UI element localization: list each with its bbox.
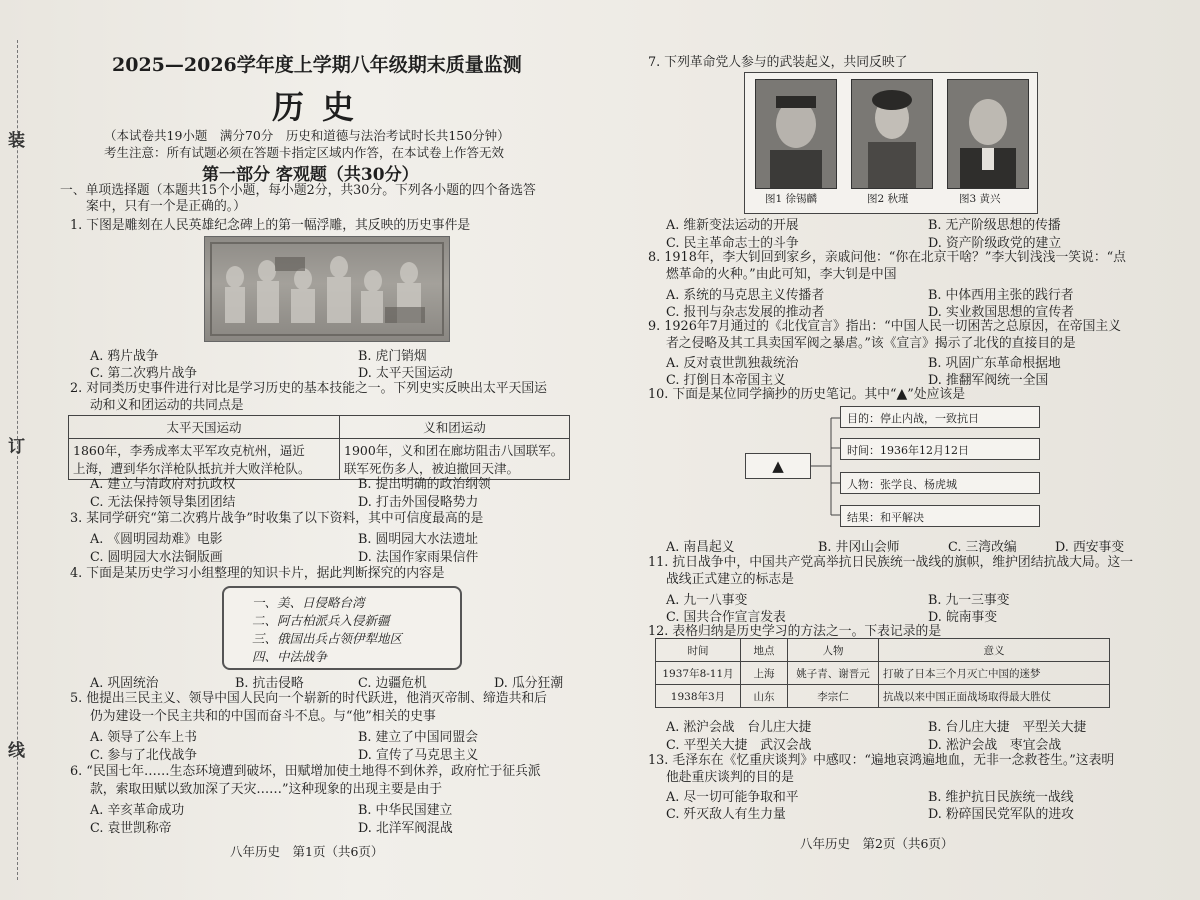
photo-caption: 图1 徐锡麟 (765, 193, 818, 205)
part-title: 第一部分 客观题（共30分） (202, 165, 419, 185)
option-a: A. 《圆明园劫难》电影 (90, 532, 223, 547)
question-3-stem: 3. 某同学研究“第二次鸦片战争”时收集了以下资料，其中可信度最高的是 (70, 511, 484, 526)
question-13-stem: 13. 毛泽东在《忆重庆谈判》中感叹：“遍地哀鸿遍地血，无非一念救苍生。”这表明 (648, 753, 1115, 768)
option-b: B. 中华民国建立 (358, 803, 453, 818)
option-d: D. 打击外国侵略势力 (358, 495, 479, 510)
option-a: A. 系统的马克思主义传播者 (666, 288, 825, 303)
table-cell: 上海 (741, 662, 788, 685)
exam-notice: 考生注意：所有试题必须在答题卡指定区域内作答，在本试卷上作答无效 (104, 145, 505, 160)
option-c: C. 报刊与杂志发展的推动者 (666, 305, 825, 320)
section-instruction: 一、单项选择题（本题共15个小题，每小题2分，共30分。下列各小题的四个备选答 (60, 183, 536, 198)
table-cell: 抗战以来中国正面战场取得最大胜仗 (879, 685, 1110, 708)
portrait-photo (851, 79, 933, 189)
exam-note: （本试卷共19小题 满分70分 历史和道德与法治考试时长共150分钟） (104, 128, 510, 143)
option-d: D. 推翻军阀统一全国 (928, 373, 1049, 388)
section-instruction: 案中，只有一个是正确的。） (86, 199, 246, 214)
option-a: A. 辛亥革命成功 (90, 803, 185, 818)
option-b: B. 虎门销烟 (358, 349, 427, 364)
binding-mark: 订 (8, 437, 25, 457)
option-b: B. 井冈山会师 (818, 540, 900, 555)
portrait-panel (744, 72, 1038, 214)
question-2-stem: 2. 对同类历史事件进行对比是学习历史的基本技能之一。下列史实反映出太平天国运 (70, 381, 547, 396)
option-d: D. 法国作家雨果信件 (358, 550, 479, 565)
option-b: B. 维护抗日民族统一战线 (928, 790, 1074, 805)
photo-caption: 图2 秋瑾 (867, 193, 909, 205)
option-b: B. 巩固广东革命根据地 (928, 356, 1061, 371)
note-box: 目的：停止内战，一致抗日 (840, 406, 1040, 428)
option-d: D. 皖南事变 (928, 610, 998, 625)
option-c: C. 参与了北伐战争 (90, 748, 198, 763)
exam-title: 2025—2026学年度上学期八年级期末质量监测 (112, 54, 522, 76)
option-a: A. 九一八事变 (666, 593, 748, 608)
question-5-stem: 仍为建设一个民主共和的中国而奋斗不息。与“他”相关的史事 (90, 709, 436, 724)
option-a: A. 南昌起义 (666, 540, 735, 555)
question-7-stem: 7. 下列革命党人参与的武装起义，共同反映了 (648, 55, 908, 70)
option-d: D. 实业救国思想的宣传者 (928, 305, 1074, 320)
option-c: C. 圆明园大水法铜版画 (90, 550, 223, 565)
table-header: 人物 (788, 639, 879, 662)
table-header: 太平天国运动 (69, 416, 340, 439)
card-line: 一、美、日侵略台湾 (252, 595, 365, 610)
note-box: 人物：张学良、杨虎城 (840, 472, 1040, 494)
binding-mark: 线 (8, 741, 25, 761)
question-13-stem: 他赴重庆谈判的目的是 (666, 770, 794, 785)
option-a: A. 建立与清政府对抗政权 (90, 477, 236, 492)
note-box: 时间：1936年12月12日 (840, 438, 1040, 460)
option-b: B. 圆明园大水法遗址 (358, 532, 478, 547)
question-8-stem: 8. 1918年，李大钊回到家乡，亲戚问他：“你在北京干啥？”李大钊浅浅一笑说：“点 (648, 250, 1126, 265)
option-c: C. 无法保持领导集团团结 (90, 495, 236, 510)
option-a: A. 巩固统治 (90, 676, 159, 691)
table-header: 义和团运动 (340, 416, 570, 439)
page-footer: 八年历史 第1页（共6页） (230, 844, 384, 859)
card-line: 二、阿古柏派兵入侵新疆 (252, 613, 390, 628)
option-c: C. 三湾改编 (948, 540, 1017, 555)
option-a: A. 领导了公车上书 (90, 730, 197, 745)
option-d: D. 太平天国运动 (358, 366, 453, 381)
question-6-stem: 6. “民国七年……生态环境遭到破坏，田赋增加使土地得不到休养，政府忙于征兵派 (70, 764, 541, 779)
question-4-stem: 4. 下面是某历史学习小组整理的知识卡片，据此判断探究的内容是 (70, 566, 445, 581)
option-c: C. 平型关大捷 武汉会战 (666, 738, 812, 753)
table-cell: 姚子青、谢晋元 (788, 662, 879, 685)
option-c: C. 袁世凯称帝 (90, 821, 172, 836)
option-a: A. 维新变法运动的开展 (666, 218, 799, 233)
question-6-stem: 款，索取田赋以致加深了天灾……”这种现象的出现主要是由于 (90, 782, 443, 797)
option-a: A. 淞沪会战 台儿庄大捷 (666, 720, 812, 735)
card-line: 三、俄国出兵占领伊犁地区 (252, 631, 403, 646)
question-11-stem: 11. 抗日战争中，中国共产党高举抗日民族统一战线的旗帜，维护团结抗战大局。这一 (648, 555, 1134, 570)
option-c: C. 国共合作宣言发表 (666, 610, 786, 625)
option-a: A. 反对袁世凯独裁统治 (666, 356, 799, 371)
triangle-icon: ▲ (772, 457, 784, 475)
portrait-photo (755, 79, 837, 189)
option-c: C. 歼灭敌人有生力量 (666, 807, 786, 822)
option-b: B. 抗击侵略 (235, 676, 304, 691)
table-cell: 1900年，义和团在廊坊阻击八国联军。 联军死伤多人，被迫撤回天津。 (340, 439, 570, 480)
question-8-stem: 燃革命的火种。”由此可知，李大钊是中国 (666, 267, 897, 282)
table-cell: 山东 (741, 685, 788, 708)
option-b: B. 中体西用主张的践行者 (928, 288, 1074, 303)
table-cell: 1937年8-11月 (656, 662, 741, 685)
option-d: D. 西安事变 (1055, 540, 1125, 555)
connector-lines (811, 410, 843, 522)
option-b: B. 建立了中国同盟会 (358, 730, 478, 745)
page-footer: 八年历史 第2页（共6页） (800, 836, 954, 851)
option-a: A. 鸦片战争 (90, 349, 159, 364)
binding-mark: 装 (8, 131, 25, 151)
table-cell: 打破了日本三个月灭亡中国的迷梦 (879, 662, 1110, 685)
subject-title: 历史 (272, 88, 373, 126)
table-header: 意义 (879, 639, 1110, 662)
relief-image (204, 236, 450, 342)
triangle-box (745, 453, 811, 479)
card-line: 四、中法战争 (252, 649, 328, 664)
question-1-stem: 1. 下图是雕刻在人民英雄纪念碑上的第一幅浮雕，其反映的历史事件是 (70, 218, 471, 233)
option-b: B. 提出明确的政治纲领 (358, 477, 491, 492)
portrait-photo (947, 79, 1029, 189)
question-10-stem: 10. 下面是某位同学摘抄的历史笔记。其中“▲”处应该是 (648, 386, 966, 402)
table-cell: 李宗仁 (788, 685, 879, 708)
question-5-stem: 5. 他提出三民主义、领导中国人民向一个崭新的时代跃进，他消灭帝制、缔造共和后 (70, 691, 547, 706)
option-d: D. 淞沪会战 枣宜会战 (928, 738, 1062, 753)
table-cell: 1938年3月 (656, 685, 741, 708)
note-box: 结果：和平解决 (840, 505, 1040, 527)
option-d: D. 北洋军阀混战 (358, 821, 453, 836)
battle-table (655, 638, 1110, 708)
comparison-table (68, 415, 570, 480)
table-header: 地点 (741, 639, 788, 662)
option-d: D. 资产阶级政党的建立 (928, 236, 1062, 251)
option-c: C. 打倒日本帝国主义 (666, 373, 786, 388)
question-12-stem: 12. 表格归纳是历史学习的方法之一。下表记录的是 (648, 624, 942, 639)
option-d: D. 宣传了马克思主义 (358, 748, 479, 763)
question-2-stem: 动和义和团运动的共同点是 (90, 398, 244, 413)
option-b: B. 台儿庄大捷 平型关大捷 (928, 720, 1087, 735)
question-11-stem: 战线正式建立的标志是 (666, 572, 794, 587)
table-cell: 1860年，李秀成率太平军攻克杭州，逼近 上海，遭到华尔洋枪队抵抗并大败洋枪队。 (69, 439, 340, 480)
option-c: C. 第二次鸦片战争 (90, 366, 198, 381)
question-9-stem: 者之侵略及其工具卖国军阀之暴虐。”该《宣言》揭示了北伐的直接目的是 (666, 336, 1076, 351)
option-b: B. 无产阶级思想的传播 (928, 218, 1061, 233)
table-header: 时间 (656, 639, 741, 662)
photo-caption: 图3 黄兴 (959, 193, 1001, 205)
option-d: D. 粉碎国民党军队的进攻 (928, 807, 1074, 822)
option-d: D. 瓜分狂潮 (494, 676, 564, 691)
option-a: A. 尽一切可能争取和平 (666, 790, 799, 805)
knowledge-card (222, 586, 462, 670)
option-c: C. 边疆危机 (358, 676, 427, 691)
option-b: B. 九一三事变 (928, 593, 1010, 608)
triangle-icon: ▲ (896, 386, 908, 402)
option-c: C. 民主革命志士的斗争 (666, 236, 799, 251)
question-9-stem: 9. 1926年7月通过的《北伐宣言》指出：“中国人民一切困苦之总原因，在帝国主义 (648, 319, 1122, 334)
